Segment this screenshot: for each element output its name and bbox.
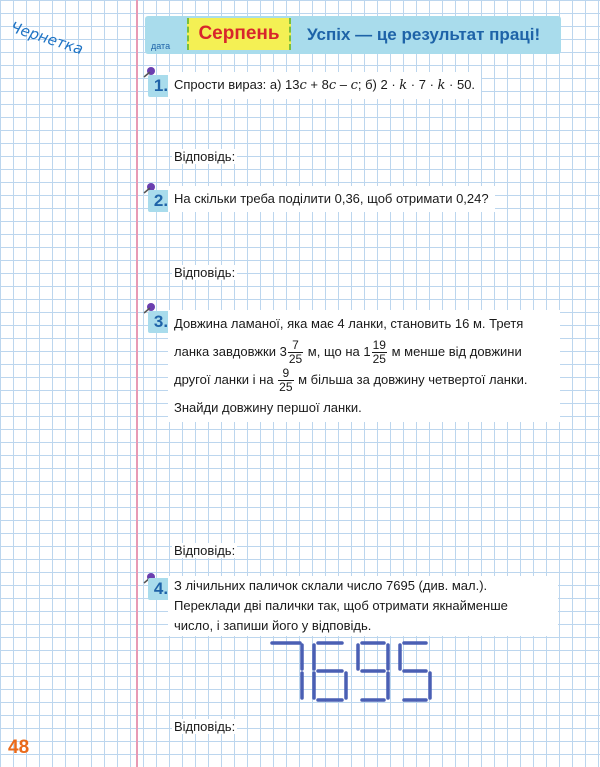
- date-label: дата: [151, 41, 171, 51]
- page-number: 48: [8, 737, 30, 758]
- fraction: $\frac{9}{25}$: [279, 366, 293, 395]
- task-1-number: 1.: [148, 75, 174, 97]
- task-3-line-1: Довжина ламаної, яка має 4 ланки, становить 16 м. Третя: [174, 316, 524, 331]
- task-4-line-3: число, і запиши його у відповідь.: [174, 618, 372, 633]
- task-3-text: [168, 310, 560, 422]
- month-title: Серпень: [187, 18, 291, 50]
- task-4-number: 4.: [148, 578, 174, 600]
- margin-line: [136, 0, 138, 767]
- task-3-line-3: другої ланки і на $\frac{9}{25}$ м більша за довжину четвертої ланки.: [174, 366, 528, 395]
- task-4-text: [168, 576, 558, 636]
- draft-label: Чернетка: [8, 18, 86, 59]
- task-1-answer-label: Відповідь:: [174, 149, 236, 164]
- digit-6: [314, 643, 346, 700]
- header-banner: [145, 16, 561, 54]
- digit-7: [272, 643, 302, 698]
- digit-5: [400, 643, 430, 700]
- task-4-line-2: Переклади дві палички так, щоб отримати якнайменше: [174, 598, 508, 613]
- task-3-line-4: Знайди довжину першої ланки.: [174, 400, 362, 416]
- task-2-answer-label: Відповідь:: [174, 265, 236, 280]
- matchstick-number-7695: [268, 640, 432, 702]
- task-4-line-1: З лічильних паличок склали число 7695 (див. мал.).: [174, 578, 488, 593]
- motto: Успіх — це результат праці!: [307, 25, 541, 44]
- task-3-number: 3.: [148, 311, 174, 333]
- fraction: $\frac{7}{25}$: [288, 338, 303, 367]
- task-1-text: Спрости вираз: а) 13c + 8c – c; б) 2 · k · 7 · k · 50.: [168, 72, 481, 99]
- digit-9: [358, 643, 388, 700]
- task-2-text: На скільки треба поділити 0,36, щоб отримати 0,24?: [168, 186, 495, 212]
- task-3-line-2: ланка завдовжки 3 $\frac{7}{25}$ м, що на 1 $\frac{19}{25}$ м менше від довжини: [174, 338, 522, 367]
- task-4-answer-label: Відповідь:: [174, 719, 236, 734]
- fraction: $\frac{19}{25}$: [372, 338, 386, 367]
- task-3-answer-label: Відповідь:: [174, 543, 236, 558]
- task-2-number: 2.: [148, 190, 174, 212]
